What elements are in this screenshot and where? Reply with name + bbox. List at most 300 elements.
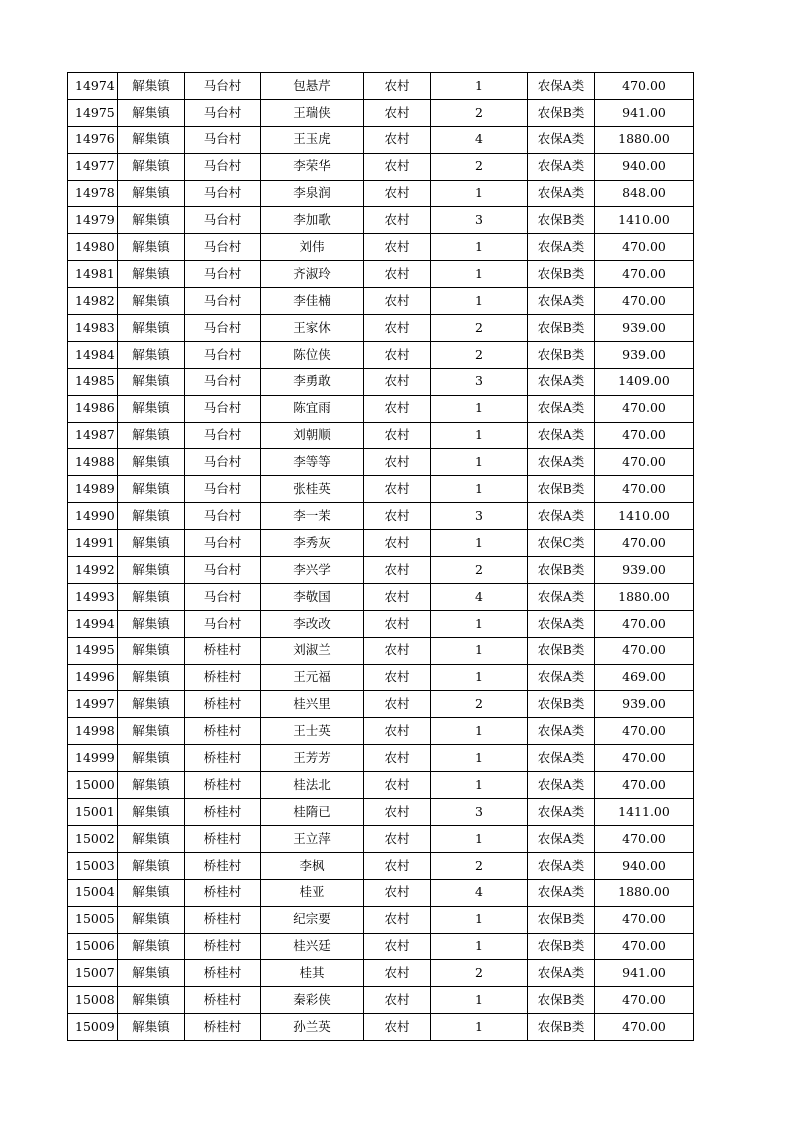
name-cell: 王瑞侠 (261, 99, 364, 126)
amount-cell: 469.00 (595, 664, 694, 691)
table-row (68, 825, 694, 852)
record-id-cell: 14979 (68, 207, 118, 234)
amount-cell: 470.00 (595, 395, 694, 422)
family-size-cell: 1 (431, 718, 528, 745)
name-cell: 王立萍 (261, 825, 364, 852)
village-cell: 马台村 (185, 207, 261, 234)
household-type-cell: 农村 (364, 207, 431, 234)
town-cell: 解集镇 (118, 234, 185, 261)
amount-cell: 1410.00 (595, 503, 694, 530)
household-type-cell: 农村 (364, 73, 431, 100)
household-type-cell: 农村 (364, 772, 431, 799)
records-table (67, 72, 694, 1041)
name-cell: 李敬国 (261, 583, 364, 610)
table-row (68, 933, 694, 960)
insurance-category-cell: 农保A类 (528, 288, 595, 315)
family-size-cell: 1 (431, 1014, 528, 1041)
amount-cell: 1410.00 (595, 207, 694, 234)
amount-cell: 470.00 (595, 530, 694, 557)
family-size-cell: 2 (431, 852, 528, 879)
table-row (68, 153, 694, 180)
name-cell: 李泉润 (261, 180, 364, 207)
town-cell: 解集镇 (118, 315, 185, 342)
town-cell: 解集镇 (118, 557, 185, 584)
amount-cell: 470.00 (595, 825, 694, 852)
name-cell: 李一茉 (261, 503, 364, 530)
insurance-category-cell: 农保A类 (528, 503, 595, 530)
name-cell: 李兴学 (261, 557, 364, 584)
village-cell: 桥桂村 (185, 1014, 261, 1041)
name-cell: 桂隋已 (261, 799, 364, 826)
town-cell: 解集镇 (118, 691, 185, 718)
insurance-category-cell: 农保B类 (528, 933, 595, 960)
record-id-cell: 14981 (68, 261, 118, 288)
record-id-cell: 14987 (68, 422, 118, 449)
family-size-cell: 1 (431, 422, 528, 449)
table-row (68, 288, 694, 315)
amount-cell: 939.00 (595, 341, 694, 368)
name-cell: 桂亚 (261, 879, 364, 906)
insurance-category-cell: 农保B类 (528, 691, 595, 718)
table-row (68, 745, 694, 772)
table-row (68, 503, 694, 530)
village-cell: 桥桂村 (185, 772, 261, 799)
record-id-cell: 14991 (68, 530, 118, 557)
family-size-cell: 1 (431, 449, 528, 476)
amount-cell: 941.00 (595, 99, 694, 126)
household-type-cell: 农村 (364, 99, 431, 126)
table-row (68, 530, 694, 557)
village-cell: 桥桂村 (185, 799, 261, 826)
name-cell: 秦彩侠 (261, 987, 364, 1014)
family-size-cell: 1 (431, 933, 528, 960)
family-size-cell: 1 (431, 180, 528, 207)
household-type-cell: 农村 (364, 852, 431, 879)
village-cell: 马台村 (185, 530, 261, 557)
table-row (68, 126, 694, 153)
town-cell: 解集镇 (118, 906, 185, 933)
amount-cell: 470.00 (595, 718, 694, 745)
record-id-cell: 15004 (68, 879, 118, 906)
record-id-cell: 15008 (68, 987, 118, 1014)
town-cell: 解集镇 (118, 341, 185, 368)
table-row (68, 449, 694, 476)
amount-cell: 940.00 (595, 153, 694, 180)
amount-cell: 470.00 (595, 1014, 694, 1041)
village-cell: 马台村 (185, 476, 261, 503)
insurance-category-cell: 农保B类 (528, 207, 595, 234)
name-cell: 李荣华 (261, 153, 364, 180)
family-size-cell: 1 (431, 664, 528, 691)
name-cell: 陈位侠 (261, 341, 364, 368)
insurance-category-cell: 农保A类 (528, 73, 595, 100)
table-row (68, 422, 694, 449)
household-type-cell: 农村 (364, 960, 431, 987)
record-id-cell: 15002 (68, 825, 118, 852)
records-table-container (67, 72, 694, 1041)
name-cell: 李改改 (261, 610, 364, 637)
family-size-cell: 4 (431, 583, 528, 610)
town-cell: 解集镇 (118, 503, 185, 530)
amount-cell: 470.00 (595, 261, 694, 288)
village-cell: 桥桂村 (185, 718, 261, 745)
village-cell: 马台村 (185, 503, 261, 530)
family-size-cell: 4 (431, 126, 528, 153)
table-row (68, 960, 694, 987)
household-type-cell: 农村 (364, 395, 431, 422)
family-size-cell: 1 (431, 772, 528, 799)
insurance-category-cell: 农保A类 (528, 772, 595, 799)
name-cell: 李等等 (261, 449, 364, 476)
insurance-category-cell: 农保A类 (528, 960, 595, 987)
table-row (68, 1014, 694, 1041)
table-body (68, 73, 694, 1041)
household-type-cell: 农村 (364, 718, 431, 745)
household-type-cell: 农村 (364, 234, 431, 261)
family-size-cell: 3 (431, 799, 528, 826)
town-cell: 解集镇 (118, 772, 185, 799)
town-cell: 解集镇 (118, 207, 185, 234)
table-row (68, 987, 694, 1014)
family-size-cell: 2 (431, 153, 528, 180)
village-cell: 马台村 (185, 153, 261, 180)
record-id-cell: 14990 (68, 503, 118, 530)
insurance-category-cell: 农保A类 (528, 422, 595, 449)
insurance-category-cell: 农保A类 (528, 153, 595, 180)
record-id-cell: 15003 (68, 852, 118, 879)
insurance-category-cell: 农保A类 (528, 395, 595, 422)
amount-cell: 470.00 (595, 906, 694, 933)
record-id-cell: 14988 (68, 449, 118, 476)
name-cell: 桂法北 (261, 772, 364, 799)
name-cell: 张桂英 (261, 476, 364, 503)
village-cell: 马台村 (185, 99, 261, 126)
name-cell: 王元福 (261, 664, 364, 691)
insurance-category-cell: 农保B类 (528, 557, 595, 584)
record-id-cell: 14998 (68, 718, 118, 745)
record-id-cell: 15007 (68, 960, 118, 987)
table-row (68, 261, 694, 288)
record-id-cell: 15006 (68, 933, 118, 960)
town-cell: 解集镇 (118, 664, 185, 691)
family-size-cell: 1 (431, 825, 528, 852)
town-cell: 解集镇 (118, 449, 185, 476)
town-cell: 解集镇 (118, 933, 185, 960)
village-cell: 马台村 (185, 234, 261, 261)
family-size-cell: 2 (431, 960, 528, 987)
town-cell: 解集镇 (118, 745, 185, 772)
name-cell: 齐淑玲 (261, 261, 364, 288)
town-cell: 解集镇 (118, 610, 185, 637)
record-id-cell: 15005 (68, 906, 118, 933)
record-id-cell: 14984 (68, 341, 118, 368)
record-id-cell: 14992 (68, 557, 118, 584)
village-cell: 马台村 (185, 610, 261, 637)
record-id-cell: 15000 (68, 772, 118, 799)
record-id-cell: 14996 (68, 664, 118, 691)
town-cell: 解集镇 (118, 825, 185, 852)
town-cell: 解集镇 (118, 288, 185, 315)
table-row (68, 368, 694, 395)
village-cell: 马台村 (185, 126, 261, 153)
table-row (68, 207, 694, 234)
table-row (68, 99, 694, 126)
amount-cell: 940.00 (595, 852, 694, 879)
family-size-cell: 2 (431, 315, 528, 342)
village-cell: 马台村 (185, 395, 261, 422)
family-size-cell: 2 (431, 691, 528, 718)
insurance-category-cell: 农保A类 (528, 799, 595, 826)
town-cell: 解集镇 (118, 852, 185, 879)
town-cell: 解集镇 (118, 126, 185, 153)
family-size-cell: 3 (431, 368, 528, 395)
table-row (68, 799, 694, 826)
name-cell: 桂其 (261, 960, 364, 987)
amount-cell: 470.00 (595, 610, 694, 637)
village-cell: 马台村 (185, 422, 261, 449)
amount-cell: 939.00 (595, 557, 694, 584)
town-cell: 解集镇 (118, 987, 185, 1014)
insurance-category-cell: 农保A类 (528, 610, 595, 637)
town-cell: 解集镇 (118, 583, 185, 610)
household-type-cell: 农村 (364, 906, 431, 933)
family-size-cell: 1 (431, 610, 528, 637)
family-size-cell: 1 (431, 745, 528, 772)
table-row (68, 852, 694, 879)
amount-cell: 1411.00 (595, 799, 694, 826)
insurance-category-cell: 农保B类 (528, 476, 595, 503)
table-row (68, 341, 694, 368)
insurance-category-cell: 农保A类 (528, 852, 595, 879)
village-cell: 桥桂村 (185, 879, 261, 906)
name-cell: 桂兴廷 (261, 933, 364, 960)
village-cell: 桥桂村 (185, 825, 261, 852)
table-row (68, 180, 694, 207)
name-cell: 刘淑兰 (261, 637, 364, 664)
household-type-cell: 农村 (364, 933, 431, 960)
amount-cell: 470.00 (595, 449, 694, 476)
record-id-cell: 14982 (68, 288, 118, 315)
insurance-category-cell: 农保C类 (528, 530, 595, 557)
name-cell: 王玉虎 (261, 126, 364, 153)
family-size-cell: 1 (431, 288, 528, 315)
household-type-cell: 农村 (364, 745, 431, 772)
village-cell: 桥桂村 (185, 933, 261, 960)
household-type-cell: 农村 (364, 261, 431, 288)
name-cell: 李秀灰 (261, 530, 364, 557)
insurance-category-cell: 农保A类 (528, 449, 595, 476)
town-cell: 解集镇 (118, 718, 185, 745)
household-type-cell: 农村 (364, 825, 431, 852)
amount-cell: 939.00 (595, 315, 694, 342)
name-cell: 孙兰英 (261, 1014, 364, 1041)
name-cell: 包悬芹 (261, 73, 364, 100)
record-id-cell: 14977 (68, 153, 118, 180)
insurance-category-cell: 农保B类 (528, 341, 595, 368)
name-cell: 李枫 (261, 852, 364, 879)
record-id-cell: 14989 (68, 476, 118, 503)
town-cell: 解集镇 (118, 261, 185, 288)
table-row (68, 395, 694, 422)
village-cell: 桥桂村 (185, 637, 261, 664)
insurance-category-cell: 农保A类 (528, 180, 595, 207)
table-row (68, 637, 694, 664)
town-cell: 解集镇 (118, 799, 185, 826)
household-type-cell: 农村 (364, 315, 431, 342)
village-cell: 马台村 (185, 315, 261, 342)
family-size-cell: 2 (431, 341, 528, 368)
town-cell: 解集镇 (118, 476, 185, 503)
insurance-category-cell: 农保A类 (528, 234, 595, 261)
household-type-cell: 农村 (364, 1014, 431, 1041)
insurance-category-cell: 农保B类 (528, 99, 595, 126)
table-row (68, 879, 694, 906)
table-row (68, 691, 694, 718)
amount-cell: 470.00 (595, 476, 694, 503)
amount-cell: 470.00 (595, 637, 694, 664)
table-row (68, 583, 694, 610)
amount-cell: 470.00 (595, 772, 694, 799)
amount-cell: 470.00 (595, 73, 694, 100)
household-type-cell: 农村 (364, 288, 431, 315)
family-size-cell: 1 (431, 73, 528, 100)
household-type-cell: 农村 (364, 530, 431, 557)
table-row (68, 718, 694, 745)
family-size-cell: 1 (431, 234, 528, 261)
village-cell: 马台村 (185, 368, 261, 395)
insurance-category-cell: 农保B类 (528, 637, 595, 664)
town-cell: 解集镇 (118, 637, 185, 664)
amount-cell: 941.00 (595, 960, 694, 987)
village-cell: 马台村 (185, 341, 261, 368)
table-row (68, 772, 694, 799)
village-cell: 马台村 (185, 557, 261, 584)
insurance-category-cell: 农保A类 (528, 718, 595, 745)
town-cell: 解集镇 (118, 530, 185, 557)
village-cell: 桥桂村 (185, 852, 261, 879)
record-id-cell: 14999 (68, 745, 118, 772)
name-cell: 刘朝顺 (261, 422, 364, 449)
insurance-category-cell: 农保A类 (528, 126, 595, 153)
town-cell: 解集镇 (118, 73, 185, 100)
household-type-cell: 农村 (364, 341, 431, 368)
amount-cell: 470.00 (595, 288, 694, 315)
family-size-cell: 1 (431, 476, 528, 503)
table-row (68, 315, 694, 342)
amount-cell: 1880.00 (595, 583, 694, 610)
name-cell: 王家休 (261, 315, 364, 342)
insurance-category-cell: 农保B类 (528, 906, 595, 933)
insurance-category-cell: 农保B类 (528, 261, 595, 288)
amount-cell: 1880.00 (595, 126, 694, 153)
amount-cell: 470.00 (595, 422, 694, 449)
insurance-category-cell: 农保A类 (528, 825, 595, 852)
household-type-cell: 农村 (364, 476, 431, 503)
village-cell: 桥桂村 (185, 906, 261, 933)
insurance-category-cell: 农保A类 (528, 745, 595, 772)
family-size-cell: 1 (431, 261, 528, 288)
household-type-cell: 农村 (364, 664, 431, 691)
amount-cell: 470.00 (595, 933, 694, 960)
record-id-cell: 14997 (68, 691, 118, 718)
family-size-cell: 3 (431, 503, 528, 530)
village-cell: 桥桂村 (185, 960, 261, 987)
family-size-cell: 2 (431, 99, 528, 126)
village-cell: 桥桂村 (185, 745, 261, 772)
amount-cell: 939.00 (595, 691, 694, 718)
household-type-cell: 农村 (364, 799, 431, 826)
record-id-cell: 14995 (68, 637, 118, 664)
record-id-cell: 14975 (68, 99, 118, 126)
household-type-cell: 农村 (364, 422, 431, 449)
name-cell: 桂兴里 (261, 691, 364, 718)
town-cell: 解集镇 (118, 153, 185, 180)
household-type-cell: 农村 (364, 180, 431, 207)
town-cell: 解集镇 (118, 422, 185, 449)
village-cell: 桥桂村 (185, 987, 261, 1014)
name-cell: 陈宜雨 (261, 395, 364, 422)
household-type-cell: 农村 (364, 691, 431, 718)
name-cell: 刘伟 (261, 234, 364, 261)
family-size-cell: 1 (431, 637, 528, 664)
record-id-cell: 14980 (68, 234, 118, 261)
family-size-cell: 1 (431, 906, 528, 933)
insurance-category-cell: 农保A类 (528, 368, 595, 395)
table-row (68, 664, 694, 691)
record-id-cell: 15001 (68, 799, 118, 826)
table-row (68, 476, 694, 503)
insurance-category-cell: 农保A类 (528, 664, 595, 691)
record-id-cell: 14994 (68, 610, 118, 637)
household-type-cell: 农村 (364, 557, 431, 584)
name-cell: 纪宗要 (261, 906, 364, 933)
family-size-cell: 1 (431, 530, 528, 557)
town-cell: 解集镇 (118, 180, 185, 207)
household-type-cell: 农村 (364, 153, 431, 180)
name-cell: 王士英 (261, 718, 364, 745)
village-cell: 桥桂村 (185, 664, 261, 691)
household-type-cell: 农村 (364, 449, 431, 476)
family-size-cell: 1 (431, 987, 528, 1014)
amount-cell: 1409.00 (595, 368, 694, 395)
table-row (68, 73, 694, 100)
table-row (68, 234, 694, 261)
name-cell: 李勇敢 (261, 368, 364, 395)
household-type-cell: 农村 (364, 503, 431, 530)
family-size-cell: 1 (431, 395, 528, 422)
village-cell: 马台村 (185, 73, 261, 100)
table-row (68, 906, 694, 933)
insurance-category-cell: 农保B类 (528, 987, 595, 1014)
record-id-cell: 14978 (68, 180, 118, 207)
village-cell: 桥桂村 (185, 691, 261, 718)
record-id-cell: 14993 (68, 583, 118, 610)
insurance-category-cell: 农保B类 (528, 1014, 595, 1041)
household-type-cell: 农村 (364, 610, 431, 637)
amount-cell: 470.00 (595, 234, 694, 261)
insurance-category-cell: 农保A类 (528, 879, 595, 906)
record-id-cell: 15009 (68, 1014, 118, 1041)
town-cell: 解集镇 (118, 395, 185, 422)
household-type-cell: 农村 (364, 583, 431, 610)
table-row (68, 610, 694, 637)
family-size-cell: 2 (431, 557, 528, 584)
amount-cell: 1880.00 (595, 879, 694, 906)
village-cell: 马台村 (185, 583, 261, 610)
village-cell: 马台村 (185, 180, 261, 207)
village-cell: 马台村 (185, 288, 261, 315)
name-cell: 李佳楠 (261, 288, 364, 315)
